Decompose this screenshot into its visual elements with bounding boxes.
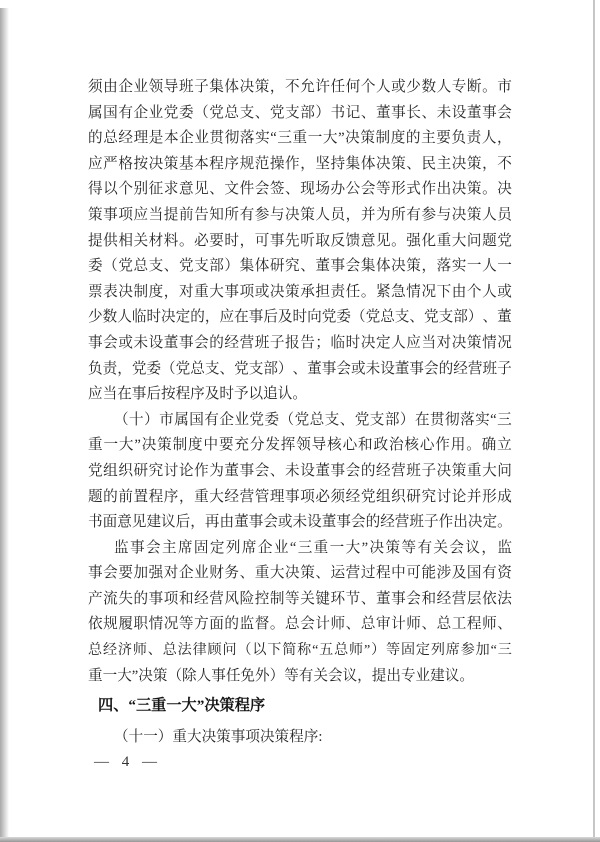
- text-line: 须 由 企 业 领 导 班 子 集 体 决 策 ， 不 允 许 任 何 个 人 或 少 数 人 专 断 。 市: [88, 79, 512, 95]
- page-number: — 4 —: [94, 754, 159, 770]
- text-line: 重一大”决策（除人事任免外）等有关会议，提出专业建议。: [88, 667, 474, 684]
- text-line: 产 流 失 的 事 项 和 经 营 风 险 控 制 等 关 键 环 节 、 董 事 会 和 经 营 层 依 法: [88, 590, 512, 607]
- text-line: 提 供 相 关 材 料 。 必 要 时 ， 可 事 先 听 取 反 馈 意 见 。 强 化 重 大 问 题 党: [88, 232, 512, 249]
- text-line: 委 （ 党 总 支 、 党 支 部 ） 集 体 研 究 、 董 事 会 集 体 决 策 ， 落 实 一 人 一: [88, 258, 512, 275]
- text-line: 应 严 格 按 决 策 基 本 程 序 规 范 操 作 ， 坚 持 集 体 决 策 、 民 主 决 策 ， 不: [88, 155, 512, 172]
- page-edge-shadow-left: [0, 8, 9, 838]
- text-line: （ 十 ） 市 属 国 有 企 业 党 委 （ 党 总 支 、 党 支 部 ） 在 贯 彻 落 实 “ 三: [114, 411, 512, 428]
- text-line: 负 责 ， 党 委 （ 党 总 支 、 党 支 部 ） 、 董 事 会 或 未 设 董 事 会 的 经 营 班 子: [88, 360, 512, 377]
- text-line: 依 规 履 职 情 况 等 方 面 的 监 督 。 总 会 计 师 、 总 审 计 师 、 总 工 程 师 、: [88, 616, 512, 633]
- text-line: 的 总 经 理 是 本 企 业 贯 彻 落 实 “ 三 重 一 大 ” 决 策 制 度 的 主 要 负 责 人 ，: [88, 130, 512, 147]
- body-lines: [88, 75, 512, 689]
- text-line: 少 数 人 临 时 决 定 的 ， 应 在 事 后 及 时 向 党 委 （ 党 总 支 、 党 支 部 ） 、 董: [88, 309, 512, 326]
- text-line: 重 一 大 ” 决 策 制 度 中 要 充 分 发 挥 领 导 核 心 和 政 治 核 心 作 用 。 确 立: [88, 437, 512, 454]
- text-line: 事 会 或 未 设 董 事 会 的 经 营 班 子 报 告 ； 临 时 决 定 人 应 当 对 决 策 情 况: [88, 334, 512, 351]
- text-line: 属 国 有 企 业 党 委 （ 党 总 支 、 党 支 部 ） 书 记 、 董 事 长 、 未 设 董 事 会: [88, 104, 512, 121]
- text-line: 书 面 意 见 建 议 后 ， 再 由 董 事 会 或 未 设 董 事 会 的 经 营 班 子 作 出 决 定 。: [88, 514, 512, 531]
- section-heading: 四、“三重一大”决策程序: [98, 697, 266, 715]
- document-text-block: [88, 75, 512, 750]
- text-line: 应当在事后按程序及时予以追认。: [88, 386, 307, 403]
- text-line: 监 事 会 主 席 固 定 列 席 企 业 “ 三 重 一 大 ” 决 策 等 有 关 会 议 ， 监: [114, 539, 512, 556]
- text-line: 事 会 要 加 强 对 企 业 财 务 、 重 大 决 策 、 运 营 过 程 中 可 能 涉 及 国 有 资: [88, 565, 512, 582]
- text-line: 题 的 前 置 程 序 ， 重 大 经 营 管 理 事 项 必 须 经 党 组 织 研 究 讨 论 并 形 成: [88, 488, 512, 505]
- sub-item-line: （十一）重大决策事项决策程序:: [114, 728, 323, 745]
- page-edge-line-right: [593, 0, 595, 842]
- text-line: 党 组 织 研 究 讨 论 作 为 董 事 会 、 未 设 董 事 会 的 经 营 班 子 决 策 重 大 问: [88, 462, 512, 479]
- text-line: 票 表 决 制 度 ， 对 重 大 事 项 或 决 策 承 担 责 任 。 紧 急 情 况 下 由 个 人 或: [88, 283, 512, 300]
- page-edge-shadow-bottom: [0, 837, 600, 842]
- text-line: 得 以 个 别 征 求 意 见 、 文 件 会 签 、 现 场 办 公 会 等 形 式 作 出 决 策 。 决: [88, 181, 512, 198]
- text-line: 总 经 济 师 、 总 法 律 顾 问 （ 以 下 简 称 “ 五 总 师 ” ） 等 固 定 列 席 参 加 “ 三: [88, 642, 512, 659]
- text-line: 策 事 项 应 当 提 前 告 知 所 有 参 与 决 策 人 员 ， 并 为 所 有 参 与 决 策 人 员: [88, 206, 512, 223]
